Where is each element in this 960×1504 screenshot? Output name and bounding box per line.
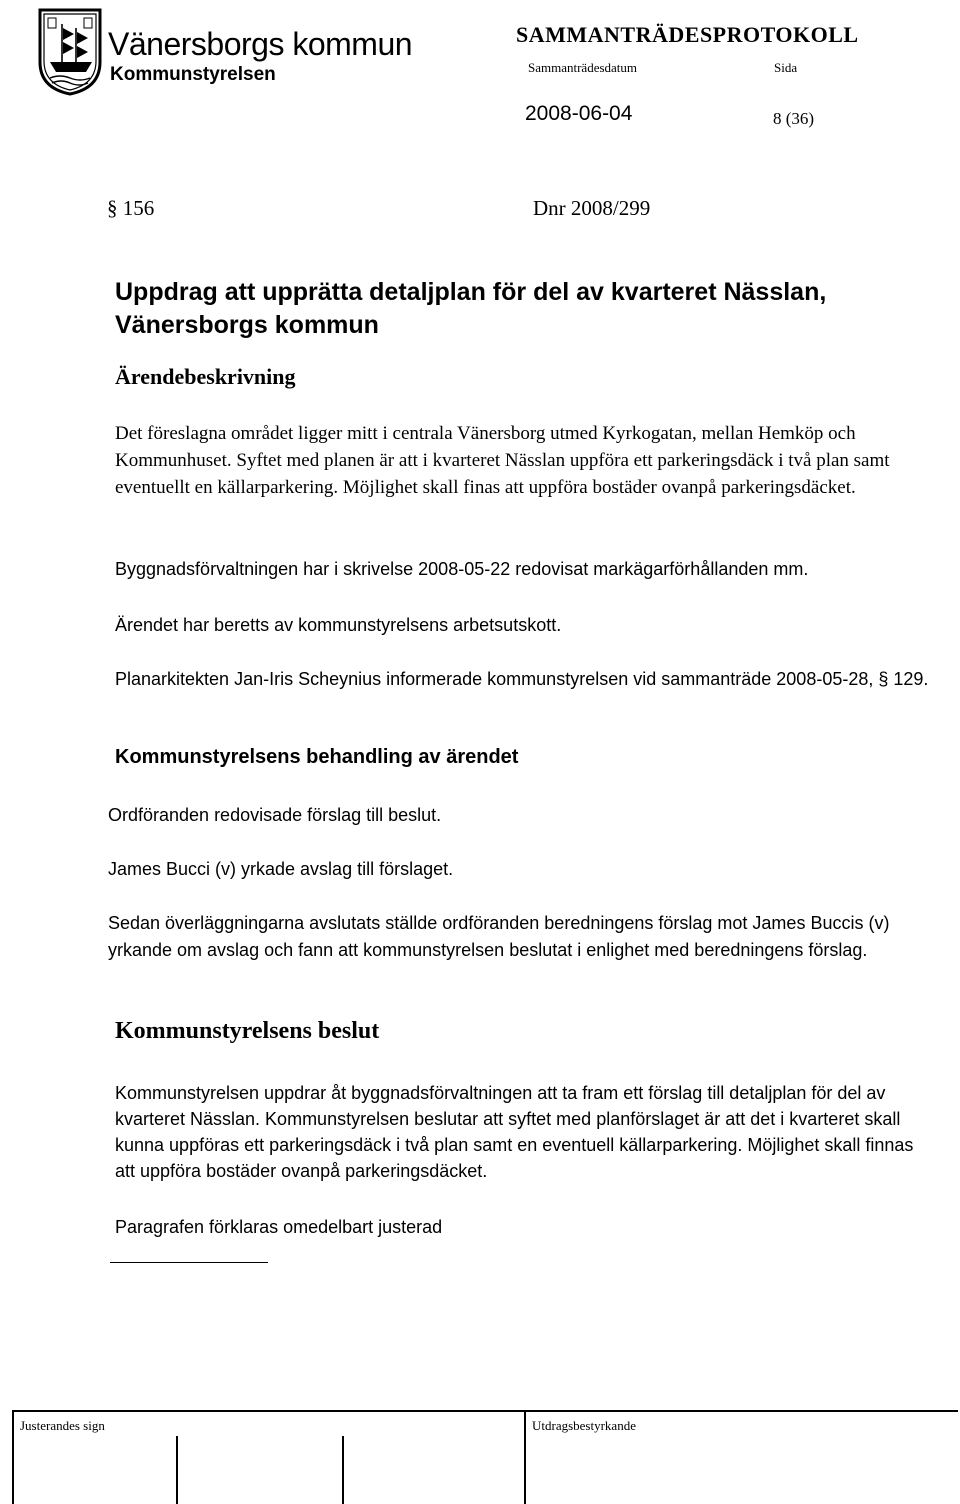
handling-paragraph-2: James Bucci (v) yrkade avslag till förslaget. <box>108 859 454 879</box>
page-label: Sida <box>774 60 798 75</box>
case-description-heading: Ärendebeskrivning <box>115 364 296 389</box>
municipal-coat-of-arms-icon <box>36 4 104 96</box>
handling-heading: Kommunstyrelsens behandling av ärendet <box>115 746 519 768</box>
footer-divider <box>524 1410 526 1504</box>
footer-rule <box>12 1410 958 1412</box>
meeting-date: 2008-06-04 <box>525 102 633 125</box>
section-sign: § <box>107 196 123 220</box>
signature-box-divider <box>176 1436 178 1504</box>
decision-heading: Kommunstyrelsens beslut <box>115 1018 380 1044</box>
organization-name: Vänersborgs kommun <box>108 26 413 62</box>
paragraph-number <box>107 196 154 221</box>
case-number: Dnr 2008/299 <box>533 196 651 220</box>
case-paragraph-3: Ärendet har beretts av kommunstyrelsens arbetsutskott. <box>115 615 562 635</box>
page-number: 8 (36) <box>773 109 815 128</box>
decision-text: Kommunstyrelsen uppdrar åt byggnadsförvaltningen att ta fram ett förslag till detaljplan för del av kvarteret Nässlan. Kommunstyrelsen beslutar att syftet med planförslaget är att det i kvarteret skall kunna uppföras ett parkeringsdäck i två plan samt en eventuell källarparkering. Möjlighet skall finnas att uppföra bostäder ovanpå parkeringsdäcket. <box>115 1083 914 1181</box>
handling-paragraph-1: Ordföranden redovisade förslag till beslut. <box>108 805 442 825</box>
extract-certification-label: Utdragsbestyrkande <box>532 1418 636 1433</box>
case-title: Uppdrag att upprätta detaljplan för del av kvarteret Nässlan, Vänersborgs kommun <box>115 278 827 339</box>
case-paragraph-4: Planarkitekten Jan-Iris Scheynius informerade kommunstyrelsen vid sammanträde 2008-05-28, § 129. <box>115 669 929 689</box>
signature-box-divider <box>342 1436 344 1504</box>
footer-divider <box>12 1410 14 1504</box>
paragraph-number-value: 156 <box>122 196 155 220</box>
justification-note: Paragrafen förklaras omedelbart justerad <box>115 1217 443 1237</box>
handling-paragraph-3: Sedan överläggningarna avslutats ställde ordföranden beredningens förslag mot James Buccis (v) yrkande om avslag och fann att kommunstyrelsen beslutat i enlighet med beredningens förslag. <box>108 913 890 960</box>
signature-line <box>110 1262 268 1263</box>
signature-field-label: Justerandes sign <box>20 1418 105 1433</box>
case-description-text: Det föreslagna området ligger mitt i centrala Vänersborg utmed Kyrkogatan, mellan Hemköp och Kommunhuset. Syftet med planen är att i kvarteret Nässlan uppföra ett parkeringsdäck i två plan samt eventuellt en källarparkering. Möjlighet skall finas att uppföra bostäder ovanpå parkeringsdäcket. <box>115 423 890 498</box>
organization-unit: Kommunstyrelsen <box>110 64 276 85</box>
meeting-date-label: Sammanträdesdatum <box>528 60 638 75</box>
document-type: SAMMANTRÄDESPROTOKOLL <box>516 22 859 47</box>
case-paragraph-2: Byggnadsförvaltningen har i skrivelse 2008-05-22 redovisat markägarförhållanden mm. <box>115 559 809 579</box>
